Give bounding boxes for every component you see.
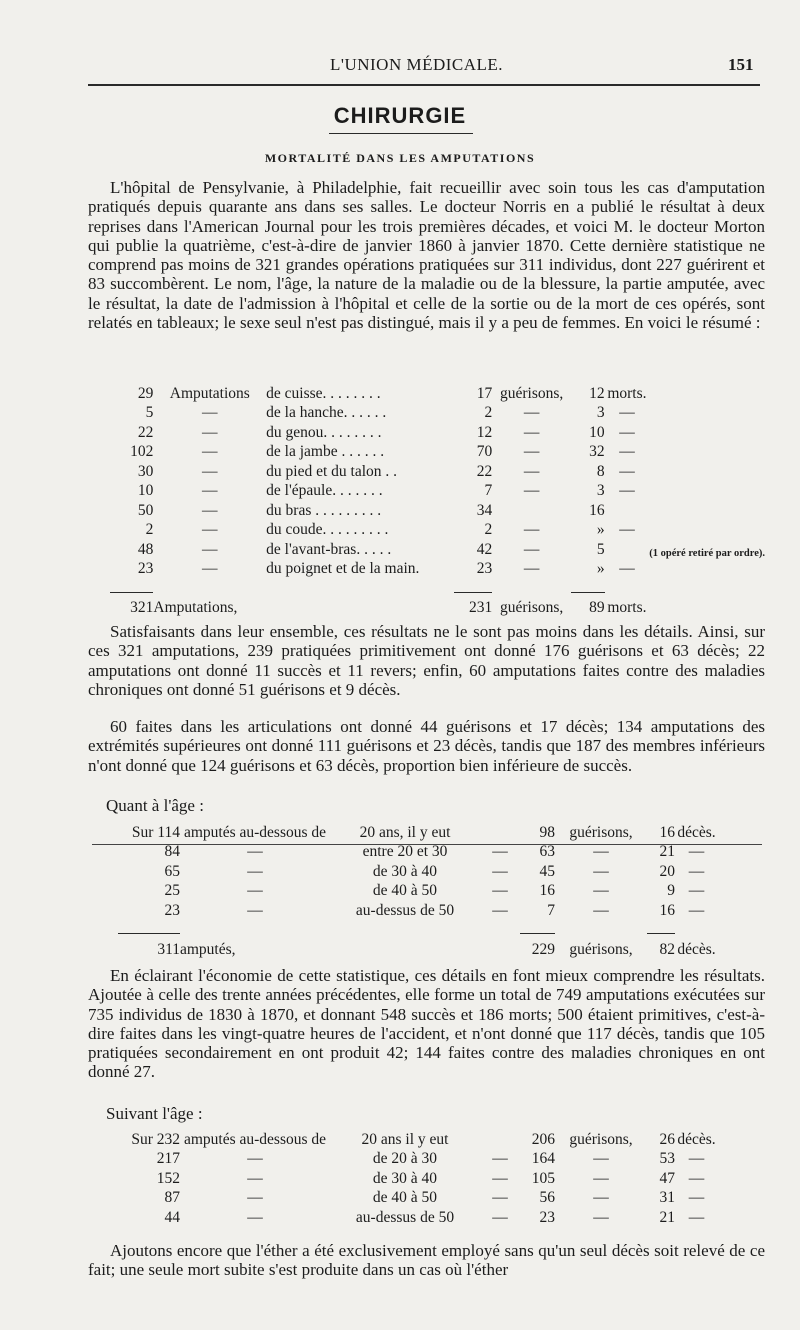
rule-cell <box>520 920 555 940</box>
healed-word-cell: — <box>523 482 540 499</box>
healed-cell: 98 <box>539 823 555 841</box>
dead-word-cell: — <box>688 1169 705 1187</box>
desc-cell: amputés au-dessous de <box>183 823 327 841</box>
total-count-cell: 321 <box>130 599 154 616</box>
total-row <box>110 598 765 618</box>
site-cell: du genou. . . . . . . . <box>266 423 382 441</box>
rule-cell <box>454 578 493 598</box>
count-cell: 65 <box>164 862 180 880</box>
site-cell: de l'avant-bras. . . . . <box>266 540 392 558</box>
healed-word-cell: — <box>523 462 540 480</box>
dash-cell: — <box>492 843 508 860</box>
total-rule <box>118 933 180 934</box>
total-rule <box>110 592 153 593</box>
dead-cell: 16 <box>659 823 675 841</box>
site-cell: de cuisse. . . . . . . . <box>266 384 381 402</box>
healed-word-cell: guérisons, <box>569 823 633 841</box>
table-row <box>118 1188 718 1208</box>
note-cell <box>649 403 765 423</box>
table-row <box>118 881 718 901</box>
table-row <box>118 822 718 842</box>
dead-word-cell <box>605 500 650 520</box>
count-cell: 217 <box>156 1150 180 1167</box>
note-cell <box>649 559 765 579</box>
desc-cell: — <box>247 1150 263 1167</box>
note-cell <box>649 481 765 501</box>
empty-cell <box>649 598 765 618</box>
note-cell <box>649 383 765 403</box>
amputation-sites-table <box>110 383 765 617</box>
age-label-1: Quant à l'âge : <box>106 796 204 815</box>
dead-word-cell: — <box>619 560 635 577</box>
paragraph-joints: 60 faites dans les articulations ont donné 44 guérisons et 17 décès; 134 amputations des extrémités supérieures ont donné 111 guérisons et 23 décès, tandis que 187 des membres inférieurs n'ont donné que 124 guérisons et 63 décès, proportion bien inférieure de succès. <box>88 717 765 775</box>
healed-word-cell: — <box>523 540 540 558</box>
healed-cell: 17 <box>476 384 493 402</box>
desc-cell: — <box>247 1169 263 1187</box>
healed-cell: 2 <box>484 521 493 538</box>
kind-cell: — <box>202 501 218 519</box>
rule-cell <box>330 920 480 940</box>
count-cell: 25 <box>164 882 180 899</box>
note-cell <box>649 500 765 520</box>
count-cell: 22 <box>137 423 154 441</box>
count-cell: 50 <box>137 501 154 519</box>
dead-word-cell <box>605 539 650 559</box>
kind-cell: — <box>202 404 218 421</box>
kind-cell: — <box>202 423 218 441</box>
table-row <box>110 481 765 501</box>
total-row <box>118 939 718 959</box>
note-cell <box>649 422 765 442</box>
total-dead-cell: 89 <box>589 599 605 616</box>
table-row <box>110 461 765 481</box>
table-row <box>118 900 718 920</box>
kind-cell: — <box>202 560 218 577</box>
rule-cell <box>480 920 520 940</box>
dead-word-cell: — <box>688 882 705 899</box>
healed-word-cell: — <box>593 1169 609 1187</box>
total-dead-word-cell: morts. <box>607 599 647 616</box>
dead-cell: 16 <box>589 501 605 519</box>
age-table-1 <box>118 822 718 959</box>
healed-word-cell: — <box>593 901 609 919</box>
desc-cell: — <box>247 862 263 880</box>
healed-word-cell: — <box>523 443 540 460</box>
running-head <box>0 55 800 79</box>
site-cell: du pied et du talon . . <box>266 462 398 480</box>
rule-cell <box>492 578 571 598</box>
header-rule <box>88 84 760 86</box>
dead-word-cell: décès. <box>677 823 716 841</box>
healed-cell: 7 <box>547 901 555 919</box>
dead-cell: 9 <box>667 882 675 899</box>
dead-cell: 47 <box>659 1169 675 1187</box>
dash-cell: — <box>492 1189 508 1206</box>
dead-cell: 53 <box>659 1150 675 1167</box>
site-cell: de la hanche. . . . . . <box>266 404 387 421</box>
article-subtitle: MORTALITÉ DANS LES AMPUTATIONS <box>264 151 536 165</box>
healed-word-cell: — <box>523 423 540 441</box>
empty-cell <box>266 598 453 618</box>
paragraph-totals: En éclairant l'économie de cette statistique, ces détails en font mieux comprendre les résultats. Ajoutée à celle des trente années précédentes, elle forme un total de 749 amputations exécutées sur 735 individus de 1830 à 1870, et donnant 548 succès et 186 morts; 500 étaient primitives, c'est-à-dire faites dans les vingt-quatre heures de l'accident, et n'ont donné que 117 décès, tandis que 105 pratiquées secondairement en ont produit 42; 144 faites contre des maladies chroniques en ont donné 27. <box>88 966 765 1082</box>
total-rule-row <box>110 578 765 598</box>
note-cell: (1 opéré retiré par ordre). <box>649 547 765 559</box>
dead-word-cell: — <box>688 843 705 860</box>
title-underline <box>329 133 473 134</box>
dead-cell: 8 <box>596 462 605 480</box>
rule-cell <box>118 920 180 940</box>
age-range-cell: de 40 à 50 <box>372 1189 438 1206</box>
healed-word-cell: — <box>593 843 609 860</box>
healed-cell: 23 <box>476 560 493 577</box>
total-healed-cell: 229 <box>531 940 555 958</box>
age-range-cell: de 40 à 50 <box>372 882 438 899</box>
age-range-cell: de 30 à 40 <box>372 862 438 880</box>
paragraph-details: Satisfaisants dans leur ensemble, ces résultats ne le sont pas moins dans les détails. Ainsi, sur ces 321 amputations, 239 pratiquées primitivement ont donné 176 guérisons et 63 décès; 22 amputations ont donné 11 succès et 11 revers; enfin, 60 amputations faites contre des maladies chroniques ont donné 51 guérisons et 9 décès. <box>88 622 765 699</box>
healed-cell: 2 <box>484 404 493 421</box>
healed-cell: 7 <box>484 482 493 499</box>
count-cell: 30 <box>137 462 154 480</box>
dead-cell: 5 <box>596 540 605 558</box>
count-cell: 23 <box>137 560 154 577</box>
dash-cell <box>480 1129 520 1149</box>
age-range-cell: 20 ans, il y eut <box>359 823 451 841</box>
rule-cell <box>180 920 330 940</box>
table-row <box>110 559 765 579</box>
dead-word-cell: — <box>619 482 635 499</box>
age-range-cell: 20 ans il y eut <box>361 1130 449 1148</box>
rule-cell <box>555 920 647 940</box>
site-cell: du bras . . . . . . . . . <box>266 501 382 519</box>
site-cell: de l'épaule. . . . . . . <box>266 482 383 499</box>
dead-cell: 32 <box>589 443 605 460</box>
table-row <box>118 1207 718 1227</box>
kind-cell: — <box>202 443 218 460</box>
dash-cell: — <box>492 901 508 919</box>
healed-word-cell: — <box>523 404 540 421</box>
total-rule-row <box>118 920 718 940</box>
healed-cell: 16 <box>539 882 555 899</box>
rule-cell <box>266 578 453 598</box>
healed-cell: 45 <box>539 862 555 880</box>
dead-cell: 3 <box>596 404 605 421</box>
total-count-cell: 311 <box>157 940 180 958</box>
journal-title: L'UNION MÉDICALE. <box>330 55 504 74</box>
count-cell: 29 <box>137 384 154 402</box>
total-healed-cell: 231 <box>469 599 493 616</box>
count-cell: Sur 232 <box>131 1130 180 1148</box>
total-kind-cell: Amputations, <box>153 599 238 616</box>
total-dead-word-cell: décès. <box>677 940 716 958</box>
dead-word-cell: — <box>619 462 635 480</box>
age-label-2: Suivant l'âge : <box>106 1104 203 1123</box>
dead-cell: 10 <box>589 423 605 441</box>
site-cell: du coude. . . . . . . . . <box>266 521 389 538</box>
count-cell: 10 <box>137 482 154 499</box>
table-row <box>118 861 718 881</box>
table-row <box>110 422 765 442</box>
dead-word-cell: — <box>688 1150 705 1167</box>
healed-word-cell: — <box>523 521 540 538</box>
table-row <box>110 500 765 520</box>
dead-word-cell: — <box>688 1208 705 1226</box>
page-number: 151 <box>728 55 754 74</box>
kind-cell: — <box>202 482 218 499</box>
kind-cell: — <box>202 462 218 480</box>
age-range-cell: entre 20 et 30 <box>362 843 448 860</box>
healed-cell: 105 <box>531 1169 555 1187</box>
dash-cell: — <box>492 1208 508 1226</box>
note-cell <box>649 520 765 540</box>
rule-cell <box>153 578 266 598</box>
count-cell: 44 <box>164 1208 180 1226</box>
age-range-cell: de 20 à 30 <box>372 1150 438 1167</box>
healed-cell: 23 <box>539 1208 555 1226</box>
healed-word-cell: — <box>593 1189 609 1206</box>
age-range-cell: au-dessus de 50 <box>355 1208 455 1226</box>
desc-cell: — <box>247 882 263 899</box>
healed-cell: 22 <box>476 462 493 480</box>
dead-cell: » <box>596 560 605 577</box>
dead-cell: 20 <box>659 862 675 880</box>
dash-cell: — <box>492 1169 508 1187</box>
count-cell: 48 <box>137 540 154 558</box>
count-cell: 102 <box>130 443 154 460</box>
count-cell: 23 <box>164 901 180 919</box>
total-desc-cell: amputés, <box>180 940 236 958</box>
dead-word-cell: — <box>619 423 635 441</box>
paragraph-intro: L'hôpital de Pensylvanie, à Philadelphie, fait recueillir avec soin tous les cas d'amputation pratiqués depuis quarante ans dans ses salles. Le docteur Norris en a publié le résultat à deux reprises dans l'American Journal pour les trois premières décades, et voici M. le docteur Morton qui publie la quatrième, c'est-à-dire de janvier 1860 à janvier 1870. Cette dernière statistique ne comprend pas moins de 321 grandes opérations pratiquées sur 311 individus, dont 227 guérirent et 83 succombèrent. Le nom, l'âge, la nature de la maladie ou de la blessure, la partie amputée, avec le résultat, la date de l'admission à l'hôpital et celle de la sortie ou de la mort de ces opérés, sont relatés en tableaux; le sexe seul n'est pas distingué, mais il y a peu de femmes. En voici le résumé : <box>88 178 765 333</box>
healed-word-cell: — <box>523 560 540 577</box>
rule-cell <box>605 578 650 598</box>
dash-cell: — <box>492 882 508 899</box>
healed-cell: 34 <box>476 501 493 519</box>
table-row <box>110 403 765 423</box>
count-cell: 2 <box>145 521 154 538</box>
section-title: CHIRURGIE <box>333 103 467 128</box>
healed-word-cell: — <box>593 882 609 899</box>
dead-word-cell: — <box>688 1189 705 1206</box>
table-row <box>118 1168 718 1188</box>
dead-cell: 21 <box>659 1208 675 1226</box>
rule-cell <box>647 920 675 940</box>
desc-cell: — <box>247 1208 263 1226</box>
total-rule <box>571 592 605 593</box>
table-row <box>110 539 765 559</box>
rule-cell <box>649 578 765 598</box>
count-cell: 84 <box>164 843 180 860</box>
healed-cell: 70 <box>476 443 493 460</box>
age-table-1-rule <box>92 844 762 845</box>
total-rule <box>520 933 555 934</box>
dead-word-cell: — <box>619 443 635 460</box>
table-row <box>110 442 765 462</box>
desc-cell: — <box>247 843 263 860</box>
rule-cell <box>110 578 153 598</box>
rule-cell <box>675 920 718 940</box>
total-healed-word-cell: guérisons, <box>500 599 564 616</box>
dead-word-cell: — <box>688 901 705 919</box>
healed-cell: 164 <box>531 1150 555 1167</box>
table-row <box>118 1149 718 1169</box>
healed-cell: 42 <box>476 540 493 558</box>
kind-cell: Amputations <box>169 384 250 402</box>
kind-cell: — <box>202 521 218 538</box>
total-dead-cell: 82 <box>659 940 675 958</box>
table-row <box>110 383 765 403</box>
healed-word-cell: — <box>593 862 609 880</box>
age-table-2 <box>118 1129 718 1227</box>
dash-cell: — <box>492 862 508 880</box>
total-rule <box>454 592 493 593</box>
dead-word-cell: décès. <box>677 1130 716 1148</box>
site-cell: de la jambe . . . . . . <box>266 443 385 460</box>
note-cell <box>649 461 765 481</box>
desc-cell: — <box>247 1189 263 1206</box>
dead-word-cell: — <box>619 404 635 421</box>
count-cell: Sur 114 <box>131 823 180 841</box>
dead-word-cell: — <box>688 862 705 880</box>
dash-cell: — <box>492 1150 508 1167</box>
dead-cell: » <box>596 521 605 538</box>
healed-word-cell: guérisons, <box>500 384 564 402</box>
kind-cell: — <box>202 540 218 558</box>
dead-cell: 16 <box>659 901 675 919</box>
total-healed-word-cell: guérisons, <box>569 940 633 958</box>
rule-cell <box>571 578 605 598</box>
healed-word-cell: — <box>593 1208 609 1226</box>
healed-cell: 206 <box>531 1130 555 1148</box>
age-range-cell: au-dessus de 50 <box>355 901 455 919</box>
table-row <box>118 1129 718 1149</box>
dead-word-cell: — <box>619 521 635 538</box>
dead-cell: 3 <box>596 482 605 499</box>
count-cell: 5 <box>145 404 154 421</box>
total-rule <box>647 933 675 934</box>
age-range-cell: de 30 à 40 <box>372 1169 438 1187</box>
desc-cell: amputés au-dessous de <box>183 1130 327 1148</box>
dead-cell: 26 <box>659 1130 675 1148</box>
dash-cell <box>480 822 520 842</box>
count-cell: 152 <box>156 1169 180 1187</box>
healed-cell: 56 <box>539 1189 555 1206</box>
healed-word-cell: guérisons, <box>569 1130 633 1148</box>
dead-cell: 31 <box>659 1189 675 1206</box>
dead-word-cell: morts. <box>607 384 647 402</box>
healed-word-cell <box>492 500 571 520</box>
note-cell <box>649 442 765 462</box>
healed-cell: 12 <box>476 423 493 441</box>
dead-cell: 21 <box>659 843 675 860</box>
dead-cell: 12 <box>589 384 605 402</box>
empty-cell <box>480 939 520 959</box>
empty-cell <box>330 939 480 959</box>
paragraph-ether: Ajoutons encore que l'éther a été exclusivement employé sans qu'un seul décès soit relevé de ce fait; une seule mort subite s'est produite dans un cas où l'éther <box>88 1241 765 1280</box>
healed-cell: 63 <box>539 843 555 860</box>
table-row <box>110 520 765 540</box>
count-cell: 87 <box>164 1189 180 1206</box>
site-cell: du poignet et de la main. <box>266 560 420 577</box>
healed-word-cell: — <box>593 1150 609 1167</box>
desc-cell: — <box>247 901 263 919</box>
